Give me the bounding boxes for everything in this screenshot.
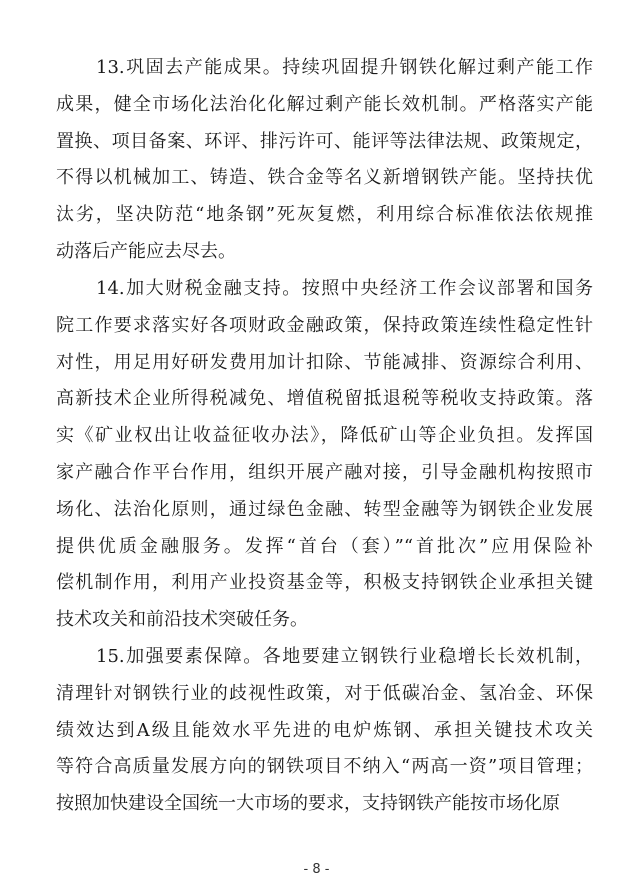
text-line: 不得以机械加工、铸造、铁合金等名义新增钢铁产能。坚持扶优 bbox=[56, 167, 593, 189]
text-line: 高新技术企业所得税减免、增值税留抵退税等税收支持政策。落 bbox=[56, 388, 593, 410]
text-line: 15.加强要素保障。各地要建立钢铁行业稳增长长效机制， bbox=[96, 646, 593, 667]
text-line: 实《矿业权出让收益征收办法》，降低矿山等企业负担。发挥国 bbox=[56, 425, 593, 447]
text-line: 成果，健全市场化法治化化解过剩产能长效机制。严格落实产能 bbox=[56, 93, 593, 115]
text-line: 按照加快建设全国统一大市场的要求，支持钢铁产能按市场化原 bbox=[56, 793, 560, 815]
text-line: 等符合高质量发展方向的钢铁项目不纳入“两高一资”项目管理； bbox=[56, 756, 593, 778]
text-line: 13.巩固去产能成果。持续巩固提升钢铁化解过剩产能工作 bbox=[96, 57, 593, 78]
text-line: 动落后产能应去尽去。 bbox=[56, 241, 236, 262]
text-line: 对性，用足用好研发费用加计扣除、节能减排、资源综合利用、 bbox=[56, 351, 593, 373]
text-line: 置换、项目备案、环评、排污许可、能评等法律法规、政策规定， bbox=[56, 130, 593, 152]
text-line: 清理针对钢铁行业的歧视性政策，对于低碳冶金、氢冶金、环保 bbox=[56, 682, 593, 704]
text-line: 14.加大财税金融支持。按照中央经济工作会议部署和国务 bbox=[96, 278, 593, 299]
text-line: 技术攻关和前沿技术突破任务。 bbox=[56, 609, 308, 631]
text-line: 提供优质金融服务。发挥“首台（套）”“首批次”应用保险补 bbox=[56, 535, 593, 557]
text-line: 偿机制作用，利用产业投资基金等，积极支持钢铁企业承担关键 bbox=[56, 572, 593, 594]
text-line: 场化、法治化原则，通过绿色金融、转型金融等为钢铁企业发展 bbox=[56, 498, 593, 520]
text-line: 汰劣，坚决防范“地条钢”死灰复燃，利用综合标准依法依规推 bbox=[56, 204, 593, 226]
text-line: 绩效达到A级且能效水平先进的电炉炼钢、承担关键技术攻关 bbox=[56, 719, 593, 741]
text-line: 家产融合作平台作用，组织开展产融对接，引导金融机构按照市 bbox=[56, 462, 593, 483]
page-number: - 8 - bbox=[303, 862, 330, 877]
text-line: 院工作要求落实好各项财政金融政策，保持政策连续性稳定性针 bbox=[56, 314, 593, 336]
